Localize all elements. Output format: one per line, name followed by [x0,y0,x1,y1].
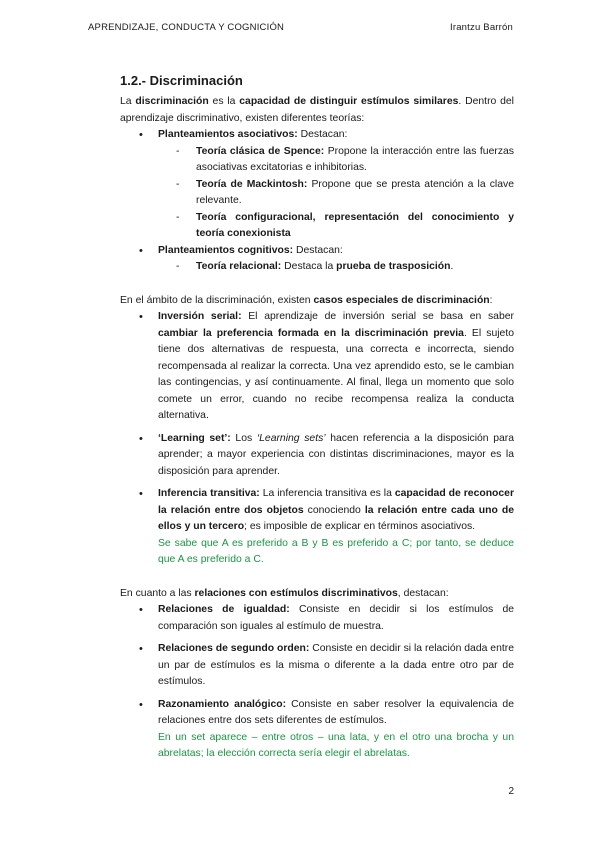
inferencia-label: Inferencia transitiva: [158,488,260,499]
intro-paragraph [120,94,514,127]
intro-b: discriminación [135,96,209,107]
inversion-label: Inversión serial: [158,311,242,322]
learning-i1: ‘Learning sets’ [256,432,326,444]
subitem-configuracional [120,210,514,243]
special-cases-paragraph [120,293,514,310]
assoc-text: Destacan: [297,129,348,140]
inferencia-example: Se sabe que A es preferido a B y B es preferido a C; por tanto, se deduce que A es preferido a C. [158,537,514,565]
learning-label: ‘Learning set’: [158,432,231,444]
analogico-label: Razonamiento analógico: [158,698,287,710]
segundo-text: Consiste en decidir si la relación dada entre un par de estímulos es la misma o diferente a la dada entre otro par de estímulos. [158,643,514,687]
relations-b: relaciones con estímulos discriminativos [194,587,398,599]
bullet-associative [120,127,514,144]
bullet-cognitive [120,243,514,260]
relations-paragraph [120,586,514,603]
inferencia-t3: ; es imposible de explicar en términos asociativos. [244,521,476,532]
igualdad-text: Consiste en decidir si los estímulos de comparación son iguales al estímulo de muestra. [158,604,515,632]
relations-a: En cuanto a las [120,587,195,599]
analogico-text: Consiste en saber resolver la equivalencia de relaciones entre dos sets diferentes de estímulos. [158,698,514,726]
cog-label: Planteamientos cognitivos: [158,244,294,256]
bullet-relaciones-segundo-orden [120,641,514,691]
analogico-example: En un set aparece – entre otros – una lata, y en el otro una brocha y un abrelatas; la elección correcta sería elegir el abrelatas. [158,731,514,759]
inversion-t2: . El sujeto tiene dos alternativas de respuesta, una correcta e incorrecta, siendo recompensada al realizar la correcta. Una vez aprendido esto, se le cambian las contingencias, y así continuamente. Al final, llega un momento que solo comete un error, cuando no recibe recompensa realiza la conducta alternativa. [158,327,514,421]
bullet-relaciones-igualdad [120,602,514,635]
special-b: casos especiales de discriminación [313,294,490,306]
section-title: 1.2.- Discriminación [120,73,243,88]
subitem-mackintosh [120,177,514,210]
relacional-label: Teoría relacional: [196,261,282,272]
spence-text: Propone la interacción entre las fuerzas asociativas excitatorias e inhibitorias. [196,145,514,173]
segundo-label: Relaciones de segundo orden: [158,643,310,654]
intro-d: capacidad de distinguir estímulos similares [239,96,459,107]
bullet-inversion-serial [120,309,514,425]
subitem-relacional [120,259,514,276]
relations-c: , destacan: [397,587,449,599]
mackintosh-label: Teoría de Mackintosh: [196,178,308,190]
running-header-title: APRENDIZAJE, CONDUCTA Y COGNICIÓN [88,22,285,33]
special-a: En el ámbito de la discriminación, existen [120,294,314,306]
configuracional-label: Teoría configuracional, representación del conocimiento y teoría conexionista [196,211,514,239]
learning-t1: Los [230,432,257,444]
intro-a: La [120,96,136,107]
running-header-author: Irantzu Barrón [450,22,513,33]
inferencia-t2: conociendo [303,504,365,516]
mackintosh-text: Propone que se presta atención a la clave relevante. [196,178,514,206]
learning-t2: hacen referencia a la disposición para aprender; a mayor experiencia con distintas discriminaciones, mayor es la disposición para aprender. [158,432,515,477]
inversion-t1: El aprendizaje de inversión serial se basa en saber [241,311,514,322]
subitem-spence [120,144,514,177]
intro-e: . Dentro del aprendizaje discriminativo, existen diferentes teorías: [120,96,514,124]
relacional-text: Destaca la [281,261,337,272]
bullet-learning-set [120,431,514,481]
inferencia-b1: capacidad de reconocer la relación entre dos objetos [158,488,515,516]
page-content [120,72,514,763]
inferencia-b2: la relación entre cada uno de ellos y un tercero [158,504,514,532]
relacional-end: . [450,261,454,272]
intro-c: es la [208,96,240,107]
bullet-razonamiento-analogico [120,697,514,730]
cog-text: Destacan: [293,244,343,256]
assoc-label: Planteamientos asociativos: [158,129,298,140]
page-number: 2 [508,786,514,797]
igualdad-label: Relaciones de igualdad: [158,604,290,615]
relacional-bold: prueba de trasposición [336,261,451,272]
inferencia-t1: La inferencia transitiva es la [259,488,395,499]
bullet-inferencia-transitiva [120,486,514,536]
special-c: : [489,294,493,306]
inversion-b1: cambiar la preferencia formada en la discriminación previa [158,327,464,339]
spence-label: Teoría clásica de Spence: [196,145,325,157]
